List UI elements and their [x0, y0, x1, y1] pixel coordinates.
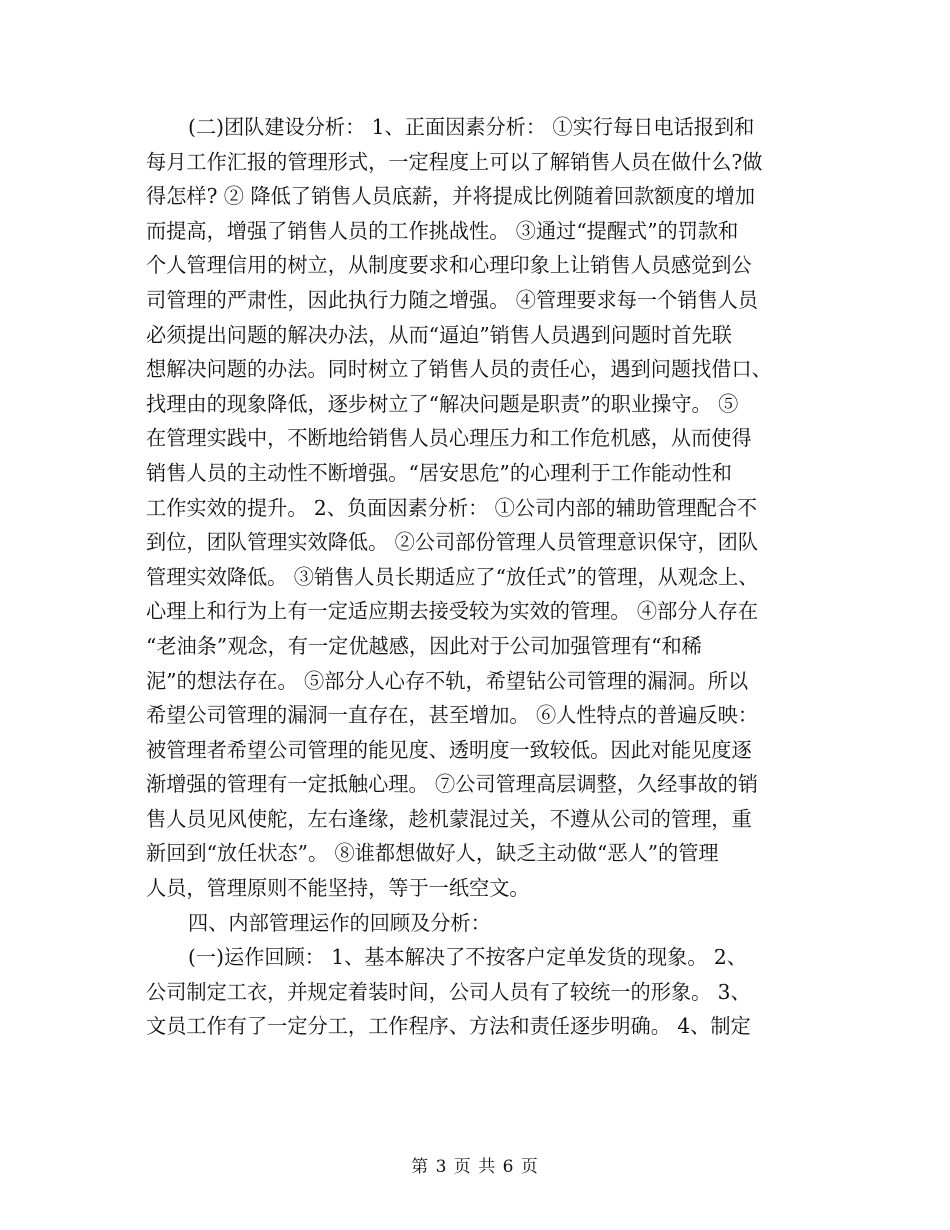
text-line: (一)运作回顾： 1、基本解决了不按客户定单发货的现象。 2、 — [188, 945, 747, 970]
text-line: 工作实效的提升。 2、负面因素分析： ①公司内部的辅助管理配合不 — [146, 495, 758, 520]
text-line: 而提高，增强了销售人员的工作挑战性。 ③通过“提醒式”的罚款和 — [146, 218, 739, 243]
text-line: 到位，团队管理实效降低。 ②公司部份管理人员管理意识保守，团队 — [146, 530, 759, 555]
body-text — [146, 110, 816, 1044]
text-line: 希望公司管理的漏洞一直存在，甚至增加。 ⑥人性特点的普遍反映： — [146, 703, 759, 728]
text-line: 渐增强的管理有一定抵触心理。 ⑦公司管理高层调整，久经事故的销 — [146, 772, 759, 797]
text-line: 新回到“放任状态”。 ⑧谁都想做好人，缺乏主动做“恶人”的管理 — [146, 841, 719, 866]
text-line: 被管理者希望公司管理的能见度、透明度一致较低。因此对能见度逐 — [146, 737, 752, 762]
text-line: 售人员见风使舵，左右逢缘，趁机蒙混过关，不遵从公司的管理，重 — [146, 806, 752, 831]
text-line: 泥”的想法存在。 ⑤部分人心存不轨，希望钻公司管理的漏洞。所以 — [146, 668, 749, 693]
text-line: “老油条”观念，有一定优越感，因此对于公司加强管理有“和稀 — [146, 633, 702, 658]
text-line: 找理由的现象降低，逐步树立了“解决问题是职责”的职业操守。 ⑤ — [146, 391, 739, 416]
section-heading: 四、内部管理运作的回顾及分析： — [188, 910, 491, 935]
text-line: (二)团队建设分析： 1、正面因素分析： ①实行每日电话报到和 — [188, 115, 755, 139]
text-line: 在管理实践中，不断地给销售人员心理压力和工作危机感，从而使得 — [146, 426, 752, 451]
text-line: 每月工作汇报的管理形式，一定程度上可以了解销售人员在做什么?做 — [146, 149, 763, 174]
text-line: 想解决问题的办法。同时树立了销售人员的责任心，遇到问题找借口、 — [146, 357, 772, 382]
text-line: 公司制定工衣，并规定着装时间，公司人员有了较统一的形象。 3、 — [146, 979, 751, 1004]
text-line: 人员，管理原则不能坚持，等于一纸空文。 — [146, 876, 530, 901]
text-line: 个人管理信用的树立，从制度要求和心理印象上让销售人员感觉到公 — [146, 253, 752, 278]
page-number-footer: 第 3 页 共 6 页 — [411, 1157, 539, 1177]
text-line: 心理上和行为上有一定适应期去接受较为实效的管理。 ④部分人存在 — [146, 599, 759, 624]
text-line: 必须提出问题的解决办法，从而“逼迫”销售人员遇到问题时首先联 — [146, 322, 732, 347]
text-line: 文员工作有了一定分工，工作程序、方法和责任逐步明确。 4、制定 — [146, 1014, 751, 1039]
text-line: 管理实效降低。 ③销售人员长期适应了“放任式”的管理，从观念上、 — [146, 564, 759, 589]
text-line: 得怎样? ② 降低了销售人员底薪，并将提成比例随着回款额度的增加 — [146, 184, 756, 209]
text-line: 司管理的严肃性，因此执行力随之增强。 ④管理要求每一个销售人员 — [146, 287, 759, 312]
text-line: 销售人员的主动性不断增强。“居安思危”的心理利于工作能动性和 — [146, 460, 732, 485]
